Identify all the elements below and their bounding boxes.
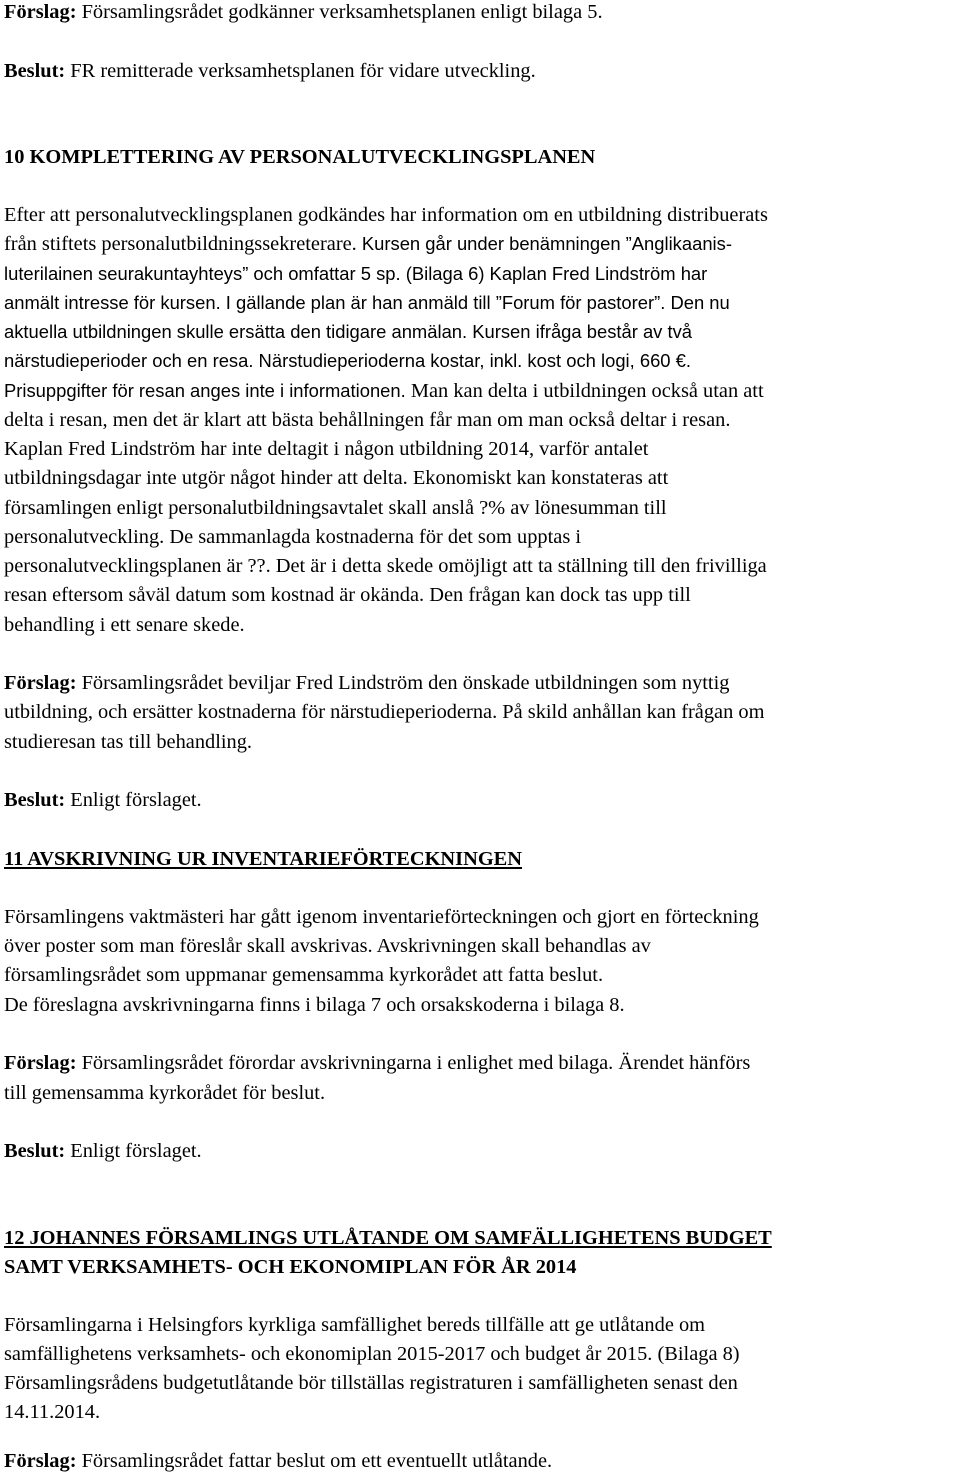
paragraph-line: Efter att personalutvecklingsplanen godkändes har information om en utbildning distribuerats <box>4 204 768 226</box>
proposal-text: Församlingsrådet fattar beslut om ett eventuellt utlåtande. <box>76 1450 553 1472</box>
paragraph-line: Församlingens vaktmästeri har gått igenom inventarieförteckningen och gjort en förteckning <box>4 906 759 928</box>
paragraph-segment: från stiftets personalutbildningssekreterare. <box>4 233 357 255</box>
section-heading-12-line2: SAMT VERKSAMHETS- OCH EKONOMIPLAN FÖR ÅR 2014 <box>4 1256 577 1278</box>
paragraph-segment: Man kan delta i utbildningen också utan att <box>405 380 764 402</box>
paragraph-line: församlingen enligt personalutbildningsavtalet skall anslå ?% av lönesumman till <box>4 497 667 519</box>
paragraph-line: Församlingarna i Helsingfors kyrkliga samfällighet bereds tillfälle att ge utlåtande om <box>4 1314 706 1336</box>
decision-label: Beslut: <box>4 789 66 811</box>
section-heading-11: 11 AVSKRIVNING UR INVENTARIEFÖRTECKNINGEN <box>4 848 523 870</box>
decision-label: Beslut: <box>4 60 66 82</box>
paragraph-line: anmält intresse för kursen. I gällande plan är han anmäld till ”Forum för pastorer”. Den nu <box>4 292 730 313</box>
section-heading-12: 12 JOHANNES FÖRSAMLINGS UTLÅTANDE OM SAMFÄLLIGHETENS BUDGET <box>4 1227 772 1249</box>
paragraph-line: aktuella utbildningen skulle ersätta den tidigare anmälan. Kursen ifråga består av två <box>4 321 693 342</box>
paragraph-line: delta i resan, men det är klart att bästa behållningen får man om man också deltar i resan. <box>4 409 731 431</box>
proposal-label: Förslag: <box>4 1052 77 1074</box>
paragraph-line: behandling i ett senare skede. <box>4 614 245 636</box>
decision-line <box>4 59 536 83</box>
paragraph-line: över poster som man föreslår skall avskrivas. Avskrivningen skall behandlas av <box>4 935 651 957</box>
paragraph-line: Församlingsrådens budgetutlåtande bör tillställas registraturen i samfälligheten senast den <box>4 1372 738 1394</box>
proposal-label: Förslag: <box>4 1 77 23</box>
proposal-label: Förslag: <box>4 672 77 694</box>
proposal-line <box>4 0 603 24</box>
proposal-line <box>4 1449 552 1473</box>
decision-line <box>4 1139 202 1163</box>
section-heading-10: 10 KOMPLETTERING AV PERSONALUTVECKLINGSPLANEN <box>4 146 596 168</box>
paragraph-line: personalutvecklingsplanen är ??. Det är i detta skede omöjligt att ta ställning till den frivilliga <box>4 555 767 577</box>
proposal-text: Församlingsrådet förordar avskrivningarna i enlighet med bilaga. Ärendet hänförs <box>76 1052 751 1074</box>
paragraph-line: samfällighetens verksamhets- och ekonomiplan 2015-2017 och budget år 2015. (Bilaga 8) <box>4 1343 740 1365</box>
paragraph-line: utbildningsdagar inte utgör något hinder att delta. Ekonomiskt kan konstateras att <box>4 467 669 489</box>
proposal-line: studieresan tas till behandling. <box>4 731 253 753</box>
paragraph-line <box>4 232 732 256</box>
paragraph-line: närstudieperioder och en resa. Närstudieperioderna kostar, inkl. kost och logi, 660 €. <box>4 350 691 371</box>
proposal-line: utbildning, och ersätter kostnaderna för närstudieperioderna. På skild anhållan kan frågan om <box>4 701 765 723</box>
paragraph-segment: Kursen går under benämningen ”Anglikaanis- <box>356 233 732 254</box>
paragraph-segment: Prisuppgifter för resan anges inte i informationen. <box>4 380 406 401</box>
paragraph-line: Kaplan Fred Lindström har inte deltagit i någon utbildning 2014, varför antalet <box>4 438 649 460</box>
proposal-text: Församlingsrådet beviljar Fred Lindström den önskade utbildningen som nyttig <box>76 672 730 694</box>
proposal-line <box>4 1051 750 1075</box>
decision-text: Enligt förslaget. <box>65 789 202 811</box>
paragraph-line: församlingsrådet som uppmanar gemensamma kyrkorådet att fatta beslut. <box>4 964 604 986</box>
paragraph-line: De föreslagna avskrivningarna finns i bilaga 7 och orsakskoderna i bilaga 8. <box>4 994 625 1016</box>
paragraph-line: personalutveckling. De sammanlagda kostnaderna för det som upptas i <box>4 526 582 548</box>
proposal-line: till gemensamma kyrkorådet för beslut. <box>4 1082 326 1104</box>
proposal-line <box>4 671 729 695</box>
paragraph-line: luterilainen seurakuntayhteys” och omfattar 5 sp. (Bilaga 6) Kaplan Fred Lindström har <box>4 263 708 284</box>
proposal-label: Förslag: <box>4 1450 77 1472</box>
decision-text: FR remitterade verksamhetsplanen för vidare utveckling. <box>65 60 536 82</box>
decision-label: Beslut: <box>4 1140 66 1162</box>
proposal-text: Församlingsrådet godkänner verksamhetsplanen enligt bilaga 5. <box>76 1 603 23</box>
decision-line <box>4 788 202 812</box>
paragraph-line <box>4 379 764 403</box>
paragraph-line: 14.11.2014. <box>4 1401 101 1423</box>
decision-text: Enligt förslaget. <box>65 1140 202 1162</box>
paragraph-line: resan eftersom såväl datum som kostnad är okända. Den frågan kan dock tas upp till <box>4 584 691 606</box>
